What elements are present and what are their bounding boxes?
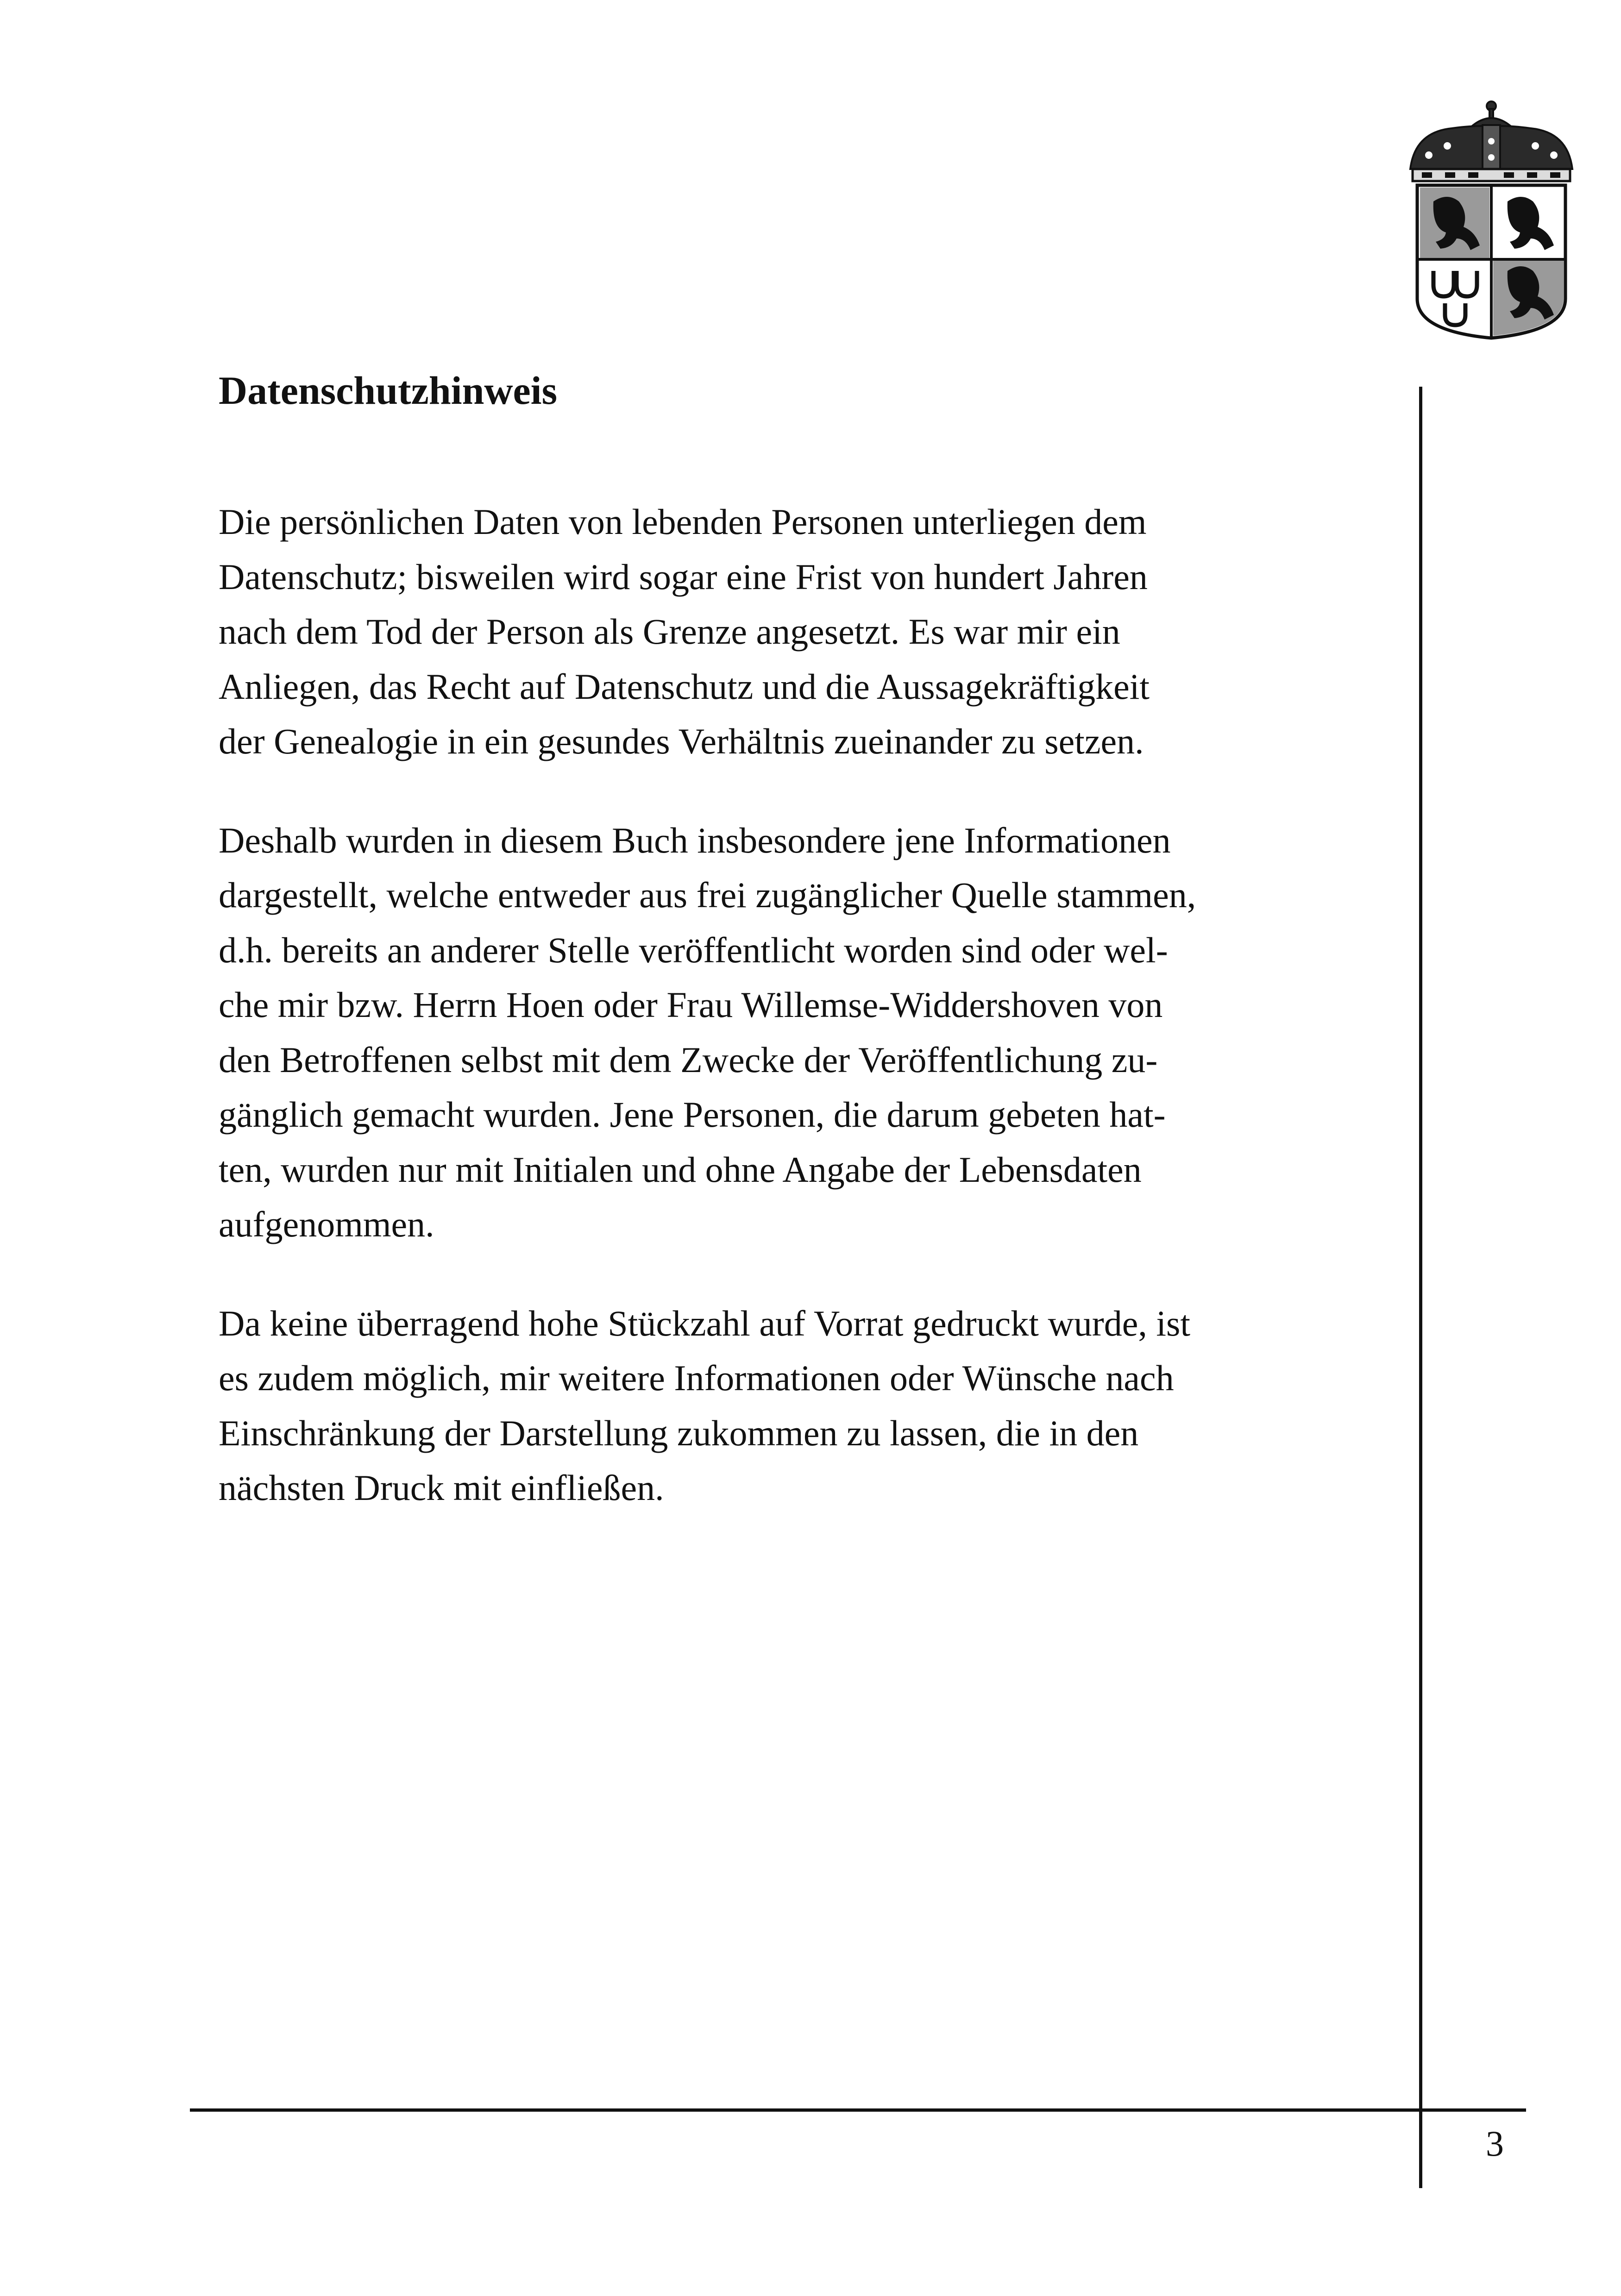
text-line: aufgenommen. (219, 1204, 434, 1244)
text-line: es zudem möglich, mir weitere Informationen oder Wünsche nach (219, 1358, 1174, 1398)
text-line: Die persönlichen Daten von lebenden Personen unterliegen dem (219, 502, 1147, 542)
text-line: d.h. bereits an anderer Stelle veröffentlicht worden sind oder wel- (219, 929, 1168, 970)
text-line: che mir bzw. Herrn Hoen oder Frau Willemse-Widdershoven von (219, 985, 1163, 1025)
text-line: ten, wurden nur mit Initialen und ohne Angabe der Lebensdaten (219, 1149, 1142, 1190)
text-line: gänglich gemacht wurden. Jene Personen, die darum gebeten hat- (219, 1094, 1166, 1135)
text-line: Da keine überragend hohe Stückzahl auf Vorrat gedruckt wurde, ist (219, 1303, 1191, 1343)
text-line: Einschränkung der Darstellung zukommen zu lassen, die in den (219, 1412, 1139, 1453)
body-text (219, 495, 1404, 1560)
text-line: Datenschutz; bisweilen wird sogar eine Frist von hundert Jahren (219, 556, 1148, 597)
paragraph (219, 1296, 1404, 1516)
text-line: Anliegen, das Recht auf Datenschutz und die Aussagekräftigkeit (219, 666, 1150, 707)
vertical-margin-rule (1419, 387, 1422, 2188)
text-line: den Betroffenen selbst mit dem Zwecke der Veröffentlichung zu- (219, 1039, 1158, 1080)
text-line: nach dem Tod der Person als Grenze angesetzt. Es war mir ein (219, 611, 1120, 652)
footer-rule (190, 2108, 1526, 2112)
page-title: Datenschutzhinweis (219, 368, 558, 413)
coat-of-arms-icon (1401, 100, 1582, 340)
text-line: dargestellt, welche entweder aus frei zugänglicher Quelle stammen, (219, 875, 1196, 915)
text-line: Deshalb wurden in diesem Buch insbesondere jene Informationen (219, 820, 1171, 860)
paragraph (219, 495, 1404, 769)
paragraph (219, 813, 1404, 1252)
text-line: nächsten Druck mit einfließen. (219, 1468, 664, 1508)
text-line: der Genealogie in ein gesundes Verhältnis zueinander zu setzen. (219, 721, 1144, 761)
page-number: 3 (1486, 2123, 1504, 2164)
